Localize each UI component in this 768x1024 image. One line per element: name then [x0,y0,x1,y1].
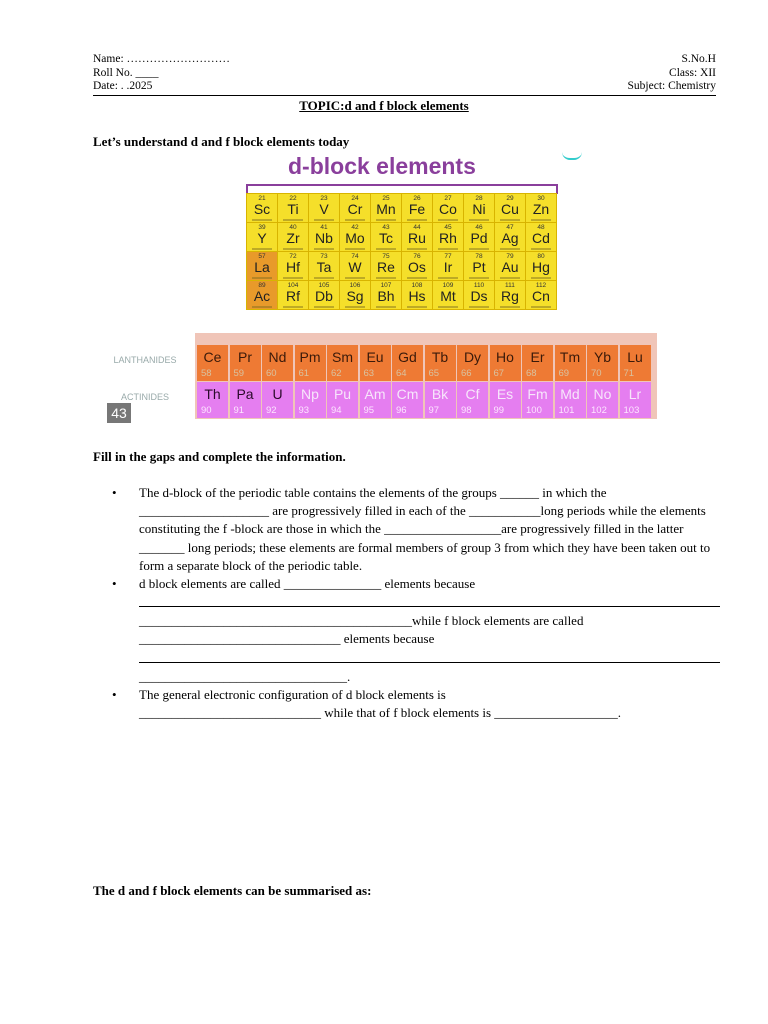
element-symbol: Ru [408,230,426,246]
question-2-text-a: d block elements are called _______________ elements because [139,576,476,592]
element-symbol: Ds [470,288,488,304]
date-label: Date: . .2025 [93,80,153,92]
element-name-smudge [500,277,520,279]
element-symbol: Ac [253,288,271,304]
element-symbol: Am [364,386,386,402]
element-name-smudge [469,277,489,279]
element-symbol: Cu [501,201,519,217]
element-cell-am [360,382,391,418]
element-symbol: Sm [332,349,353,365]
fill-gaps-heading: Fill in the gaps and complete the information. [93,449,346,464]
element-cell-lu [620,345,651,381]
element-name-smudge [376,277,396,279]
element-cell-db [309,281,339,309]
element-name-smudge [531,277,551,279]
element-symbol: Tm [559,349,581,365]
atomic-number: 39 [258,224,266,231]
element-name-smudge [469,219,489,221]
element-name-smudge [438,219,458,221]
atomic-number: 107 [380,282,392,289]
element-cell-dy [457,345,488,381]
element-name-smudge [407,277,427,279]
question-3-text-a: The general electronic configuration of d block elements is [139,686,446,702]
element-cell-hs [402,281,432,309]
element-symbol: Rg [501,288,519,304]
element-cell-sc [247,194,277,222]
element-cell-ir [433,252,463,280]
element-name-smudge [407,219,427,221]
element-symbol: Au [501,259,519,275]
atomic-number: 106 [349,282,361,289]
element-symbol: Pt [472,259,486,275]
element-symbol: Eu [366,349,384,365]
element-cell-la [247,252,277,280]
element-cell-er [522,345,553,381]
roll-number-label: Roll No. ____ [93,67,159,79]
element-symbol: Nd [268,349,287,365]
element-cell-bk [425,382,456,418]
atomic-number: 43 [382,224,390,231]
d-block-figure [240,150,585,310]
atomic-number: 90 [201,405,212,416]
atomic-number: 46 [475,224,483,231]
element-cell-cn [526,281,556,309]
question-3-text-b: ____________________________ while that of f block elements is ___________________. [139,705,622,721]
element-symbol: V [319,201,329,217]
element-cell-md [555,382,586,418]
element-cell-ru [402,223,432,251]
element-cell-bh [371,281,401,309]
element-cell-re [371,252,401,280]
question-1 [112,484,720,575]
element-symbol: Cm [396,386,419,402]
element-cell-ni [464,194,494,222]
question-2-text-c: ________________________________. [139,668,351,684]
element-name-smudge [500,306,520,308]
element-symbol: Er [530,349,545,365]
atomic-number: 40 [289,224,297,231]
element-symbol: Ce [203,349,222,365]
atomic-number: 100 [526,405,542,416]
atomic-number: 27 [444,195,452,202]
atomic-number: 94 [331,405,342,416]
atomic-number: 47 [506,224,514,231]
element-cell-nd [262,345,293,381]
lanthanides-label: LANTHANIDES [113,355,177,365]
atomic-number: 67 [493,368,505,379]
atomic-number: 63 [363,368,375,379]
element-symbol: Fe [408,201,426,217]
element-name-smudge [314,306,334,308]
atomic-number: 61 [298,368,310,379]
element-symbol: Ir [443,259,453,275]
atomic-number: 77 [444,253,452,260]
element-cell-rh [433,223,463,251]
answer-line[interactable] [139,649,720,663]
element-symbol: Re [377,259,395,275]
atomic-number: 108 [411,282,423,289]
element-cell-ds [464,281,494,309]
atomic-number: 109 [442,282,454,289]
element-name-smudge [252,277,272,279]
element-symbol: Mt [440,288,456,304]
atomic-number: 75 [382,253,390,260]
atomic-number: 95 [363,405,375,416]
question-1-text: The d-block of the periodic table contains the elements of the groups ______ in which the ____________________ are progressively filled in each of the ___________long periods while the elements constituting the f -block are those in which the __________________are progressively filled in the latter _______ long periods; these elements are formal members of group 3 from which they have been taken out to form a separate block of the periodic table. [139,485,711,573]
element-symbol: Th [204,386,221,402]
element-symbol: Bh [377,288,395,304]
element-cell-co [433,194,463,222]
element-cell-cm [392,382,423,418]
element-symbol: Md [560,386,580,402]
atomic-number: 96 [396,405,407,416]
atomic-number: 42 [351,224,359,231]
element-cell-th [197,382,228,418]
element-symbol: Lu [627,349,643,365]
element-cell-fm [522,382,553,418]
element-name-smudge [314,277,334,279]
element-symbol: Hs [408,288,426,304]
element-cell-ag [495,223,525,251]
element-symbol: Cd [532,230,550,246]
atomic-number: 23 [320,195,328,202]
element-cell-mt [433,281,463,309]
element-cell-pd [464,223,494,251]
element-name-smudge [252,248,272,250]
element-name-smudge [438,248,458,250]
element-name-smudge [407,306,427,308]
question-list [112,484,720,722]
element-cell-hf [278,252,308,280]
element-symbol: Mn [376,201,396,217]
lanthanides-row [197,345,651,381]
element-symbol: Np [301,386,319,402]
element-name-smudge [500,219,520,221]
atomic-number: 111 [505,282,515,289]
atomic-number: 41 [320,224,328,231]
atomic-number: 71 [623,368,635,379]
element-cell-v [309,194,339,222]
element-cell-mo [340,223,370,251]
atomic-number: 48 [537,224,545,231]
element-cell-tb [425,345,456,381]
atomic-number: 74 [351,253,359,260]
atomic-number: 73 [320,253,328,260]
decorative-squiggle [562,152,582,160]
atomic-number: 101 [558,405,575,416]
element-cell-ce [197,345,228,381]
element-cell-y [247,223,277,251]
atomic-number: 79 [506,253,514,260]
element-name-smudge [252,219,272,221]
f-block-figure [105,333,657,421]
atomic-number: 98 [461,405,472,416]
element-name-smudge [283,277,303,279]
atomic-number: 29 [506,195,514,202]
element-cell-ho [490,345,521,381]
question-2 [112,575,720,686]
element-symbol: Sc [253,201,271,217]
actinides-label: ACTINIDES [120,392,169,402]
element-symbol: Rf [286,288,300,304]
element-name-smudge [407,248,427,250]
element-cell-fe [402,194,432,222]
element-cell-np [295,382,326,418]
answer-line[interactable] [139,593,720,607]
element-symbol: Ni [472,201,486,217]
d-block-title: d-block elements [288,153,476,179]
element-symbol: No [593,386,612,402]
atomic-number: 59 [233,368,245,379]
class-label: Class: XII [669,67,716,79]
element-cell-pm [295,345,326,381]
atomic-number: 104 [287,282,299,289]
element-name-smudge [283,219,303,221]
element-symbol: Os [408,259,426,275]
atomic-number: 28 [475,195,483,202]
atomic-number: 103 [623,405,640,416]
topic-title: TOPIC:d and f block elements [299,98,469,113]
element-symbol: Pa [236,386,254,402]
element-symbol: Cr [347,201,363,217]
element-name-smudge [345,248,365,250]
bullet-icon: • [112,576,117,592]
element-cell-hg [526,252,556,280]
element-cell-rg [495,281,525,309]
atomic-number: 78 [475,253,483,260]
element-symbol: Zr [286,230,300,246]
element-name-smudge [345,219,365,221]
element-cell-mn [371,194,401,222]
atomic-number: 45 [444,224,452,231]
element-symbol: Y [257,230,267,246]
element-cell-w [340,252,370,280]
element-cell-pa [230,382,261,418]
element-symbol: Ta [316,259,332,275]
atomic-number: 91 [233,405,245,416]
atomic-number: 112 [535,282,547,289]
atomic-number: 70 [591,368,602,379]
element-cell-nb [309,223,339,251]
element-symbol: Mo [345,230,365,246]
element-name-smudge [345,306,365,308]
element-cell-au [495,252,525,280]
element-symbol: Cn [532,288,550,304]
element-name-smudge [376,219,396,221]
element-symbol: Fm [527,386,548,402]
element-symbol: Gd [398,349,417,365]
figure-number-badge: 43 [107,403,131,423]
element-symbol: Cf [465,386,480,402]
element-symbol: Hg [532,259,550,275]
atomic-number: 25 [382,195,390,202]
d-block-grid [246,193,557,310]
element-symbol: Bk [431,386,449,402]
element-name-smudge [531,219,551,221]
element-symbol: Dy [463,349,482,365]
element-cell-cr [340,194,370,222]
header-divider [93,95,716,96]
atomic-number: 68 [526,368,537,379]
question-3 [112,686,720,722]
atomic-number: 64 [396,368,407,379]
atomic-number: 105 [318,282,330,289]
atomic-number: 30 [537,195,545,202]
serial-number: S.No.H [681,53,716,65]
element-symbol: U [272,386,283,402]
element-cell-pu [327,382,358,418]
element-cell-lr [620,382,651,418]
element-cell-rf [278,281,308,309]
element-name-smudge [531,248,551,250]
element-cell-yb [587,345,618,381]
element-cell-zn [526,194,556,222]
element-symbol: Pr [238,349,252,365]
atomic-number: 26 [413,195,421,202]
atomic-number: 62 [331,368,342,379]
element-cell-sg [340,281,370,309]
element-name-smudge [469,248,489,250]
element-name-smudge [438,277,458,279]
element-symbol: W [348,259,362,275]
atomic-number: 92 [266,405,277,416]
atomic-number: 24 [351,195,359,202]
element-name-smudge [252,306,272,308]
element-symbol: Pu [333,386,352,402]
element-symbol: Tb [431,349,449,365]
element-symbol: Zn [532,201,550,217]
element-cell-u [262,382,293,418]
element-symbol: Ti [287,201,299,217]
atomic-number: 97 [428,405,440,416]
atomic-number: 80 [537,253,545,260]
element-cell-tm [555,345,586,381]
element-cell-no [587,382,618,418]
element-name-smudge [376,306,396,308]
element-symbol: Db [315,288,333,304]
atomic-number: 21 [258,195,266,202]
element-symbol: Yb [593,349,612,365]
element-cell-pr [230,345,261,381]
element-name-smudge [314,219,334,221]
element-name-smudge [500,248,520,250]
element-cell-cd [526,223,556,251]
element-symbol: Pm [299,349,321,365]
atomic-number: 44 [413,224,421,231]
atomic-number: 60 [266,368,277,379]
element-name-smudge [283,248,303,250]
element-cell-sm [327,345,358,381]
element-symbol: La [254,259,270,275]
element-cell-ta [309,252,339,280]
element-symbol: Co [439,201,457,217]
element-symbol: Es [496,386,514,402]
atomic-number: 93 [298,405,310,416]
element-cell-eu [360,345,391,381]
atomic-number: 76 [413,253,421,260]
element-name-smudge [438,306,458,308]
question-2-text-b: __________________________________________while f block elements are called _______________________________ elements because [139,613,584,647]
atomic-number: 58 [201,368,212,379]
element-symbol: Hf [286,259,300,275]
atomic-number: 89 [258,282,266,289]
name-field-label: Name: ……………………… [93,53,231,65]
element-symbol: Ho [496,349,514,365]
bullet-icon: • [112,485,117,500]
atomic-number: 66 [461,368,472,379]
element-symbol: Tc [379,230,393,246]
element-name-smudge [469,306,489,308]
atomic-number: 72 [289,253,297,260]
element-cell-zr [278,223,308,251]
element-cell-pt [464,252,494,280]
element-cell-es [490,382,521,418]
subject-label: Subject: Chemistry [627,80,716,92]
summary-heading: The d and f block elements can be summarised as: [93,883,372,898]
intro-heading: Let’s understand d and f block elements today [93,134,350,149]
element-symbol: Lr [628,386,642,402]
element-cell-ac [247,281,277,309]
actinides-row [197,382,651,418]
element-symbol: Nb [315,230,333,246]
element-cell-os [402,252,432,280]
element-name-smudge [314,248,334,250]
element-cell-cf [457,382,488,418]
element-cell-ti [278,194,308,222]
atomic-number: 65 [428,368,440,379]
atomic-number: 57 [258,253,266,260]
atomic-number: 22 [289,195,297,202]
atomic-number: 102 [591,405,607,416]
element-symbol: Sg [346,288,364,304]
element-symbol: Ag [501,230,519,246]
element-cell-cu [495,194,525,222]
atomic-number: 99 [493,405,505,416]
element-name-smudge [531,306,551,308]
atomic-number: 69 [558,368,570,379]
bullet-icon: • [112,686,117,702]
element-symbol: Rh [439,230,457,246]
element-name-smudge [283,306,303,308]
element-symbol: Pd [470,230,488,246]
element-name-smudge [376,248,396,250]
element-cell-tc [371,223,401,251]
element-cell-gd [392,345,423,381]
atomic-number: 110 [473,282,485,289]
element-name-smudge [345,277,365,279]
